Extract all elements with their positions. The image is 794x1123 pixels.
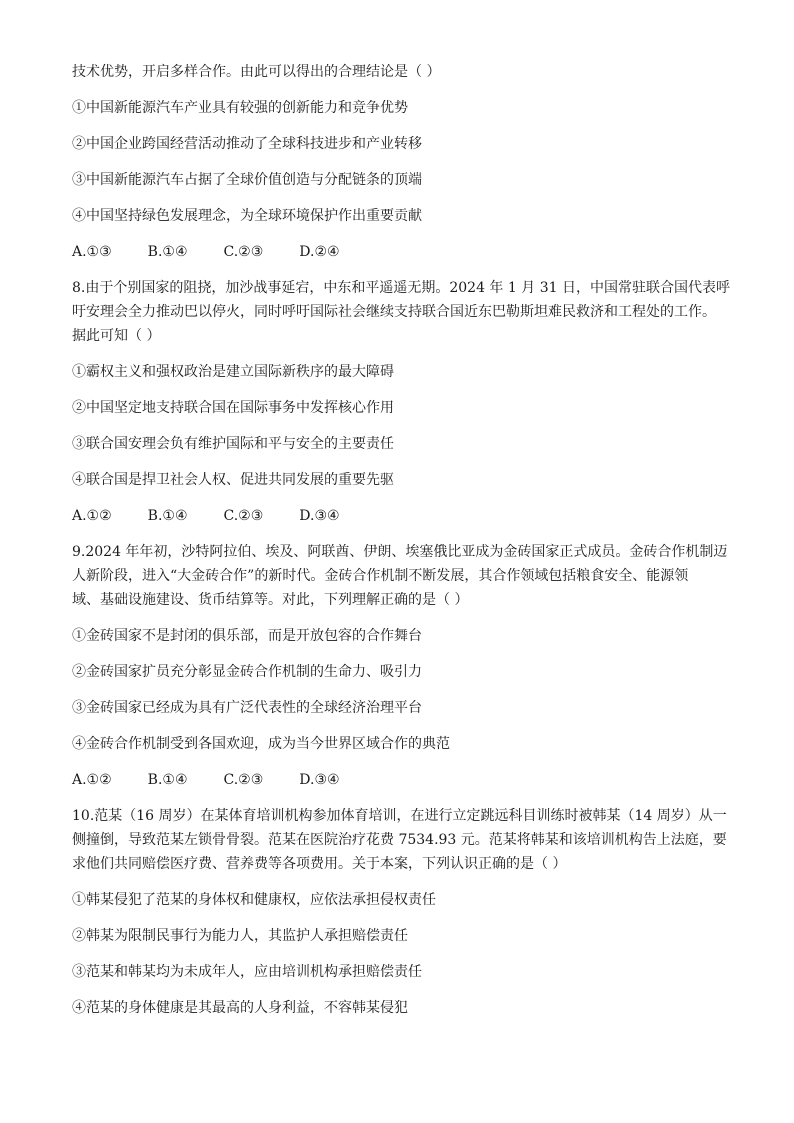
q7-choice-c: C.②③ bbox=[223, 244, 264, 260]
q7-option-4: ④中国坚持绿色发展理念，为全球环境保护作出重要贡献 bbox=[72, 208, 422, 224]
q10-option-1: ①韩某侵犯了范某的身体权和健康权，应依法承担侵权责任 bbox=[72, 892, 436, 908]
q7-choices bbox=[72, 240, 722, 264]
q8-stem-line-2: 吁安理会全力推动巴以停火，同时呼吁国际社会继续支持联合国近东巴勒斯坦难民救济和工程处的工作。 bbox=[72, 304, 716, 320]
q7-choice-a: A.①③ bbox=[72, 244, 112, 260]
q7-option-3: ③中国新能源汽车占据了全球价值创造与分配链条的顶端 bbox=[72, 172, 422, 188]
q8-choice-a: A.①② bbox=[72, 508, 112, 524]
q7-option-1: ①中国新能源汽车产业具有较强的创新能力和竞争优势 bbox=[72, 100, 408, 116]
q9-stem-line-1: 9.2024 年年初，沙特阿拉伯、埃及、阿联酋、伊朗、埃塞俄比亚成为金砖国家正式成员。金砖合作机制迈 bbox=[72, 544, 728, 560]
q8-option-1: ①霸权主义和强权政治是建立国际新秩序的最大障碍 bbox=[72, 364, 394, 380]
q8-option-2: ②中国坚定地支持联合国在国际事务中发挥核心作用 bbox=[72, 400, 394, 416]
q9-stem bbox=[72, 540, 728, 612]
q9-choice-b: B.①④ bbox=[147, 772, 188, 788]
q9-choice-d: D.③④ bbox=[299, 772, 340, 788]
q8-choice-b: B.①④ bbox=[147, 508, 188, 524]
q7-stem-tail: 技术优势，开启多样合作。由此可以得出的合理结论是（ ） bbox=[72, 64, 441, 80]
q8-stem-line-3: 据此可知（ ） bbox=[72, 328, 161, 344]
q8-stem-line-1: 8.由于个别国家的阻挠，加沙战事延宕，中东和平遥遥无期。2024 年 1 月 31 日，中国常驻联合国代表呼 bbox=[72, 280, 730, 296]
q9-option-1: ①金砖国家不是封闭的俱乐部，而是开放包容的合作舞台 bbox=[72, 628, 422, 644]
q8-choices bbox=[72, 504, 722, 528]
q7-choice-b: B.①④ bbox=[147, 244, 188, 260]
q7-choice-d: D.②④ bbox=[299, 244, 340, 260]
q10-stem-line-3: 求他们共同赔偿医疗费、营养费等各项费用。关于本案，下列认识正确的是（ ） bbox=[72, 856, 567, 872]
q8-stem bbox=[72, 276, 730, 348]
q9-choices bbox=[72, 768, 722, 792]
q9-choice-c: C.②③ bbox=[223, 772, 264, 788]
q10-option-4: ④范某的身体健康是其最高的人身利益，不容韩某侵犯 bbox=[72, 1000, 408, 1016]
q9-stem-line-3: 域、基础设施建设、货币结算等。对此，下列理解正确的是（ ） bbox=[72, 592, 469, 608]
q10-option-3: ③范某和韩某均为未成年人，应由培训机构承担赔偿责任 bbox=[72, 964, 422, 980]
q8-option-4: ④联合国是捍卫社会人权、促进共同发展的重要先驱 bbox=[72, 472, 394, 488]
exam-page bbox=[72, 60, 730, 1020]
q10-stem-line-1: 10.范某（16 周岁）在某体育培训机构参加体育培训，在进行立定跳远科目训练时被韩某（14 周岁）从一 bbox=[72, 808, 727, 824]
q10-stem bbox=[72, 804, 727, 876]
q9-stem-line-2: 人新阶段，进入“大金砖合作”的新时代。金砖合作机制不断发展，其合作领域包括粮食安全、能源领 bbox=[72, 568, 689, 584]
q10-option-2: ②韩某为限制民事行为能力人，其监护人承担赔偿责任 bbox=[72, 928, 408, 944]
q9-option-3: ③金砖国家已经成为具有广泛代表性的全球经济治理平台 bbox=[72, 700, 422, 716]
q10-stem-line-2: 侧撞倒，导致范某左锁骨骨裂。范某在医院治疗花费 7534.93 元。范某将韩某和该培训机构告上法庭，要 bbox=[72, 832, 727, 848]
q7-option-2: ②中国企业跨国经营活动推动了全球科技进步和产业转移 bbox=[72, 136, 422, 152]
q9-choice-a: A.①② bbox=[72, 772, 112, 788]
q8-option-3: ③联合国安理会负有维护国际和平与安全的主要责任 bbox=[72, 436, 394, 452]
q8-choice-c: C.②③ bbox=[223, 508, 264, 524]
q9-option-4: ④金砖合作机制受到各国欢迎，成为当今世界区域合作的典范 bbox=[72, 736, 450, 752]
q8-choice-d: D.③④ bbox=[299, 508, 340, 524]
q9-option-2: ②金砖国家扩员充分彰显金砖合作机制的生命力、吸引力 bbox=[72, 664, 422, 680]
